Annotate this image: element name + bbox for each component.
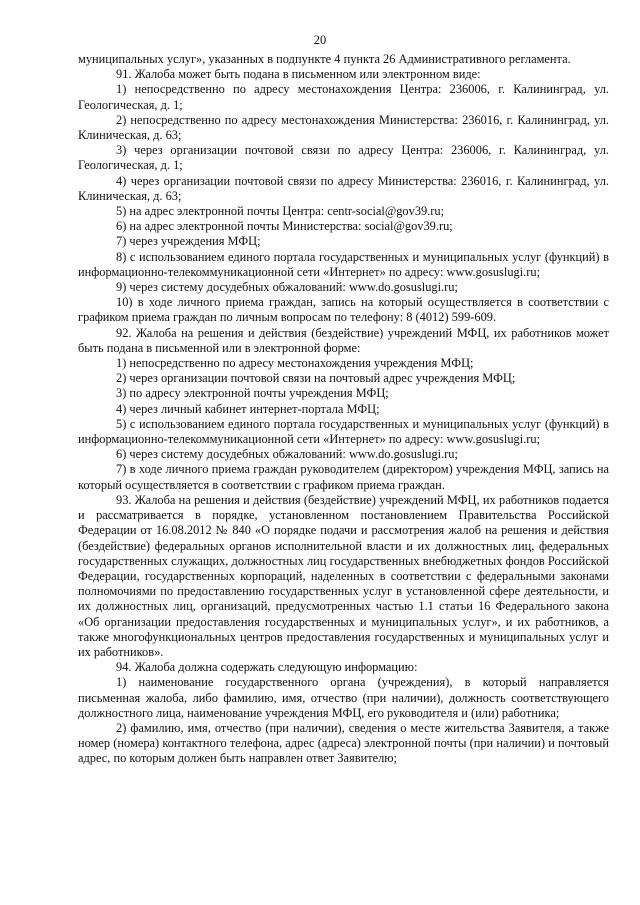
clause-92-item-1: 1) непосредственно по адресу местонахождения учреждения МФЦ; — [116, 356, 474, 371]
clause-92-item-6: 6) через систему досудебных обжалований: www.do.gosuslugi.ru; — [116, 447, 458, 462]
clause-91-item-3: 3) через организации почтовой связи по адресу Центра: 236006, г. Калининград, ул. Геологическая, д. 1; — [78, 143, 609, 173]
clause-92-heading: 92. Жалоба на решения и действия (бездействие) учреждений МФЦ, их работников может быть подана в письменной или в электронной форме: — [78, 325, 609, 355]
document-body — [78, 52, 609, 767]
clause-93: 93. Жалоба на решения и действия (бездействие) учреждений МФЦ, их работников подается и рассматривается в порядке, установленном постановлением Правительства Российской Федерации от 16.08.2012 № 840 «О порядке подачи и рассмотрения жалоб на решения и действия (бездействие) федеральных органов исполнительной власти и их должностных лиц, федеральных государственных служащих, должностных лиц государственных внебюджетных фондов Российской Федерации, государственных корпораций, наделенных в соответствии с федеральными законами полномочиями по предоставлению государственных услуг в установленной сфере деятельности, и их должностных лиц, организаций, предусмотренных частью 1.1 статьи 16 Федерального закона «Об организации предоставления государственных и муниципальных услуг», и их работников, а также многофункциональных центров предоставления государственных и муниципальных услуг и их работников». — [78, 492, 609, 659]
clause-92-item-2: 2) через организации почтовой связи на почтовый адрес учреждения МФЦ; — [116, 371, 516, 386]
clause-91-item-1: 1) непосредственно по адресу местонахождения Центра: 236006, г. Калининград, ул. Геологическая, д. 1; — [78, 82, 609, 112]
clause-92-item-5: 5) с использованием единого портала государственных и муниципальных услуг (функций) в информационно-телекоммуникационной сети «Интернет» по адресу: www.gosuslugi.ru; — [78, 416, 609, 447]
clause-91-item-2: 2) непосредственно по адресу местонахождения Министерства: 236016, г. Калининград, ул. Клиническая, д. 63; — [78, 112, 609, 143]
clause-92-item-4: 4) через личный кабинет интернет-портала МФЦ; — [116, 401, 380, 416]
clause-92-item-3: 3) по адресу электронной почты учреждения МФЦ; — [116, 386, 389, 401]
clause-94-heading: 94. Жалоба должна содержать следующую информацию: — [116, 660, 418, 675]
clause-91-item-7: 7) через учреждения МФЦ; — [116, 234, 261, 249]
paragraph-continuation: муниципальных услуг», указанных в подпункте 4 пункта 26 Административного регламента. — [78, 52, 571, 66]
clause-91-item-6: 6) на адрес электронной почты Министерства: social@gov39.ru; — [116, 219, 453, 234]
clause-91-heading: 91. Жалоба может быть подана в письменном или электронном виде: — [116, 67, 481, 82]
clause-91-item-8: 8) с использованием единого портала государственных и муниципальных услуг (функций) в информационно-телекоммуникационной сети «Интернет» по адресу: www.gosuslugi.ru; — [78, 249, 609, 279]
clause-91-item-10: 10) в ходе личного приема граждан, запись на который осуществляется в соответствии с графиком приема граждан по личным вопросам по телефону: 8 (4012) 599-609. — [78, 295, 609, 325]
clause-91-item-4: 4) через организации почтовой связи по адресу Министерства: 236016, г. Калининград, ул. Клиническая, д. 63; — [78, 173, 609, 203]
clause-91-item-9: 9) через систему досудебных обжалований: www.do.gosuslugi.ru; — [116, 280, 458, 295]
clause-94-item-2: 2) фамилию, имя, отчество (при наличии), сведения о месте жительства Заявителя, а также номер (номера) контактного телефона, адрес (адреса) электронной почты (при наличии) и почтовый адрес, по которым должен быть направлен ответ Заявителю; — [78, 720, 609, 766]
clause-94-item-1: 1) наименование государственного органа (учреждения), в который направляется письменная жалоба, либо фамилию, имя, отчество (при наличии), должность соответствующего должностного лица, наименование учреждения МФЦ, его руководителя и (или) работника; — [78, 675, 609, 720]
page-number: 20 — [313, 33, 327, 47]
clause-92-item-7: 7) в ходе личного приема граждан руководителем (директором) учреждения МФЦ, запись на который осуществляется в соответствии с графиком приема граждан. — [78, 462, 609, 492]
clause-91-item-5: 5) на адрес электронной почты Центра: centr-social@gov39.ru; — [116, 204, 445, 219]
